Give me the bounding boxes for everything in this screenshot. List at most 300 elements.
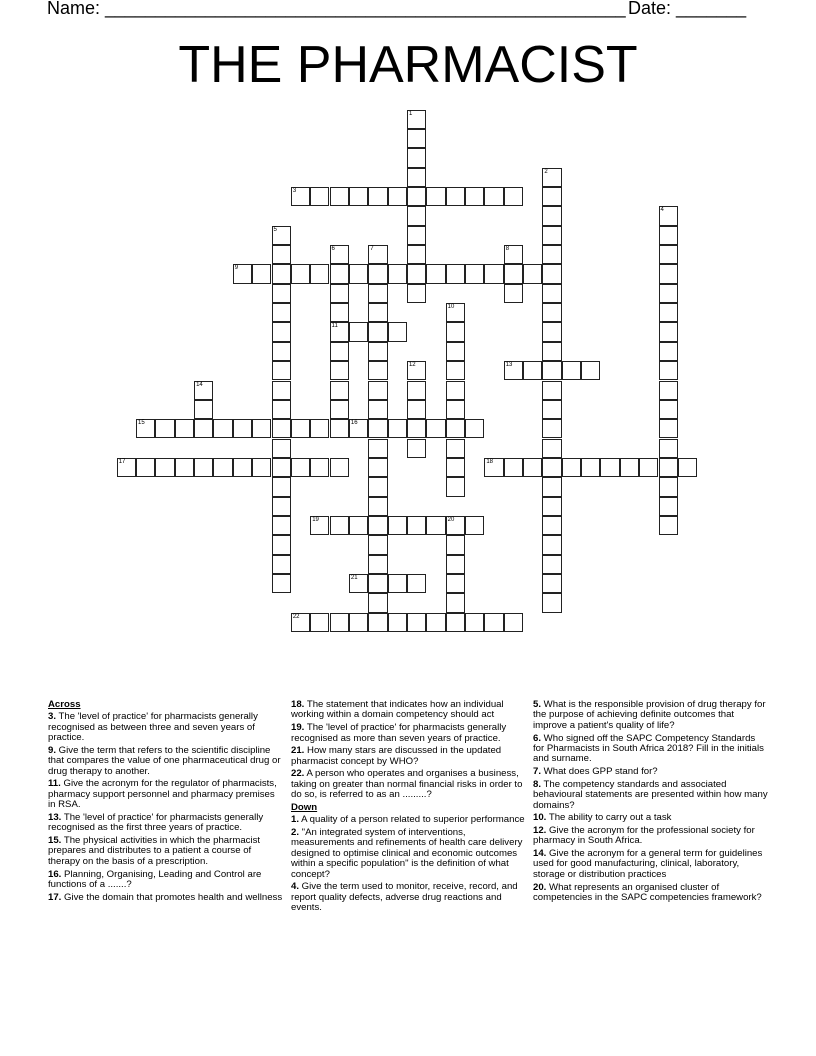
grid-cell[interactable]	[368, 187, 387, 206]
clue-number: 6	[331, 246, 335, 253]
grid-cell[interactable]	[388, 187, 407, 206]
grid-cell[interactable]	[542, 439, 561, 458]
grid-cell[interactable]	[233, 419, 252, 438]
grid-cell[interactable]	[233, 264, 252, 283]
grid-cell[interactable]	[446, 535, 465, 554]
down-heading: Down	[291, 801, 318, 813]
across-clue	[291, 723, 527, 744]
clue-number: 16	[350, 420, 358, 427]
grid-cell[interactable]	[330, 613, 349, 632]
grid-cell[interactable]	[659, 516, 678, 535]
grid-cell[interactable]	[659, 226, 678, 245]
grid-cell[interactable]	[368, 555, 387, 574]
grid-cell[interactable]	[542, 206, 561, 225]
grid-cell[interactable]	[542, 593, 561, 612]
grid-cell[interactable]	[349, 613, 368, 632]
grid-cell[interactable]	[484, 613, 503, 632]
grid-cell[interactable]	[368, 477, 387, 496]
grid-cell[interactable]	[213, 458, 232, 477]
down-clue	[291, 828, 527, 880]
clue-number-label: 11.	[48, 778, 61, 790]
grid-cell[interactable]	[272, 342, 291, 361]
grid-cell[interactable]	[407, 419, 426, 438]
name-blank[interactable]: ____________________________________________________	[105, 0, 626, 18]
grid-cell[interactable]	[504, 245, 523, 264]
clue-number: 12	[408, 362, 416, 369]
grid-cell[interactable]	[291, 419, 310, 438]
grid-cell[interactable]	[678, 458, 697, 477]
down-clue	[533, 767, 769, 777]
grid-cell[interactable]	[426, 264, 445, 283]
grid-cell[interactable]	[407, 168, 426, 187]
grid-cell[interactable]	[446, 477, 465, 496]
down-clue	[533, 700, 769, 731]
grid-cell[interactable]	[272, 245, 291, 264]
clue-text: What does GPP stand for?	[541, 766, 658, 778]
clue-number-label: 21.	[291, 745, 305, 757]
clue-number-label: 10.	[533, 812, 547, 824]
grid-cell[interactable]	[542, 555, 561, 574]
grid-cell[interactable]	[368, 613, 387, 632]
grid-cell[interactable]	[272, 555, 291, 574]
grid-cell[interactable]	[446, 400, 465, 419]
grid-cell[interactable]	[484, 187, 503, 206]
grid-cell[interactable]	[542, 400, 561, 419]
grid-cell[interactable]	[523, 361, 542, 380]
grid-cell[interactable]	[542, 458, 561, 477]
clue-number: 1	[408, 110, 413, 117]
grid-cell[interactable]	[659, 245, 678, 264]
grid-cell[interactable]	[330, 245, 349, 264]
grid-cell[interactable]	[581, 361, 600, 380]
clue-text: How many stars are discussed in the updated pharmacist concept by WHO?	[291, 745, 502, 767]
grid-cell[interactable]	[330, 303, 349, 322]
clues-column-3	[533, 700, 769, 906]
across-heading: Across	[48, 699, 81, 710]
grid-cell[interactable]	[330, 381, 349, 400]
clue-number-label: 7.	[533, 766, 542, 778]
grid-cell[interactable]	[446, 439, 465, 458]
grid-cell[interactable]	[291, 613, 310, 632]
clue-number-label: 16.	[48, 868, 62, 880]
grid-cell[interactable]	[407, 516, 426, 535]
grid-cell[interactable]	[446, 613, 465, 632]
grid-cell[interactable]	[446, 458, 465, 477]
clue-number: 17	[118, 458, 126, 465]
down-clue	[533, 813, 769, 823]
clue-number-label: 17.	[48, 891, 62, 903]
clue-text: Give the term used to monitor, receive, record, and report quality defects, adverse drug reactions and events.	[291, 881, 518, 914]
grid-cell[interactable]	[504, 458, 523, 477]
grid-cell[interactable]	[659, 381, 678, 400]
grid-cell[interactable]	[252, 419, 271, 438]
grid-cell[interactable]	[388, 613, 407, 632]
grid-cell[interactable]	[368, 245, 387, 264]
clue-number-label: 18.	[291, 699, 305, 710]
grid-cell[interactable]	[426, 419, 445, 438]
clue-number: 8	[505, 246, 510, 253]
clue-number-label: 5.	[533, 699, 542, 710]
grid-cell[interactable]	[407, 574, 426, 593]
grid-cell[interactable]	[368, 458, 387, 477]
clue-number-label: 4.	[291, 881, 300, 893]
clue-number-label: 6.	[533, 732, 542, 744]
grid-cell[interactable]	[388, 264, 407, 283]
clue-number-label: 9.	[48, 744, 57, 756]
clue-number: 5	[273, 226, 277, 233]
grid-cell[interactable]	[407, 284, 426, 303]
grid-cell[interactable]	[368, 284, 387, 303]
across-clue	[48, 893, 283, 903]
grid-cell[interactable]	[426, 613, 445, 632]
clue-text: Give the acronym for the professional society for pharmacy in South Africa.	[533, 824, 755, 847]
grid-cell[interactable]	[368, 303, 387, 322]
clue-text: Give the term that refers to the scientific discipline that compares the value of one pharmaceutical drug or drug therapy to another.	[48, 744, 281, 777]
grid-cell[interactable]	[542, 516, 561, 535]
grid-cell[interactable]	[542, 187, 561, 206]
grid-cell[interactable]	[562, 458, 581, 477]
grid-cell[interactable]	[426, 516, 445, 535]
clue-number-label: 1.	[291, 814, 300, 826]
grid-cell[interactable]	[407, 110, 426, 129]
across-clue	[48, 712, 283, 743]
clue-number: 4	[660, 207, 664, 214]
grid-cell[interactable]	[175, 458, 194, 477]
grid-cell[interactable]	[659, 458, 678, 477]
clue-number: 18	[486, 458, 494, 465]
date-blank[interactable]: _______	[676, 0, 747, 18]
grid-cell[interactable]	[388, 419, 407, 438]
grid-cell[interactable]	[407, 381, 426, 400]
down-clue	[291, 882, 527, 913]
grid-cell[interactable]	[233, 458, 252, 477]
clues-column-1	[48, 700, 283, 905]
grid-cell[interactable]	[310, 516, 329, 535]
clue-number-label: 12.	[533, 824, 547, 836]
grid-cell[interactable]	[446, 264, 465, 283]
grid-cell[interactable]	[330, 264, 349, 283]
grid-cell[interactable]	[272, 458, 291, 477]
across-clue	[291, 746, 527, 767]
grid-cell[interactable]	[349, 516, 368, 535]
clue-number-label: 22.	[291, 768, 305, 780]
grid-cell[interactable]	[407, 226, 426, 245]
clue-number: 22	[292, 613, 300, 620]
clue-number: 11	[331, 323, 338, 330]
grid-cell[interactable]	[368, 381, 387, 400]
grid-cell[interactable]	[252, 458, 271, 477]
clue-text: What is the responsible provision of drug therapy for the purpose of achieving definite outcomes that improve a patient's quality of life?	[533, 699, 766, 731]
clue-number: 19	[312, 516, 319, 523]
grid-cell[interactable]	[272, 497, 291, 516]
grid-cell[interactable]	[446, 419, 465, 438]
down-clue	[533, 826, 769, 847]
clue-number: 3	[292, 188, 297, 194]
grid-cell[interactable]	[330, 419, 349, 438]
grid-cell[interactable]	[581, 458, 600, 477]
grid-cell[interactable]	[194, 419, 213, 438]
clue-text: What represents an organised cluster of competencies in the SAPC competencies framework?	[533, 881, 762, 903]
grid-cell[interactable]	[407, 400, 426, 419]
grid-cell[interactable]	[310, 613, 329, 632]
grid-cell[interactable]	[272, 226, 291, 245]
grid-cell[interactable]	[272, 400, 291, 419]
grid-cell[interactable]	[542, 419, 561, 438]
grid-cell[interactable]	[542, 342, 561, 361]
clue-number-label: 15.	[48, 835, 62, 847]
grid-cell[interactable]	[368, 419, 387, 438]
grid-cell[interactable]	[368, 593, 387, 612]
grid-cell[interactable]	[272, 284, 291, 303]
grid-cell[interactable]	[446, 574, 465, 593]
grid-cell[interactable]	[659, 477, 678, 496]
grid-cell[interactable]	[484, 264, 503, 283]
grid-cell[interactable]	[484, 458, 503, 477]
grid-cell[interactable]	[272, 419, 291, 438]
clue-number-label: 2.	[291, 826, 300, 838]
grid-cell[interactable]	[504, 284, 523, 303]
across-clue	[48, 836, 283, 867]
grid-cell[interactable]	[659, 264, 678, 283]
grid-cell[interactable]	[368, 322, 387, 341]
grid-cell[interactable]	[349, 187, 368, 206]
grid-cell[interactable]	[542, 477, 561, 496]
name-label: Name:	[47, 0, 101, 18]
grid-cell[interactable]	[330, 342, 349, 361]
clue-text: The statement that indicates how an individual working within a domain competency should act	[291, 699, 504, 721]
grid-cell[interactable]	[330, 322, 349, 341]
grid-cell[interactable]	[639, 458, 658, 477]
grid-cell[interactable]	[407, 439, 426, 458]
grid-cell[interactable]	[523, 264, 542, 283]
clue-text: Planning, Organising, Leading and Control are functions of a .......?	[48, 868, 262, 890]
grid-cell[interactable]	[659, 206, 678, 225]
grid-cell[interactable]	[446, 322, 465, 341]
grid-cell[interactable]	[659, 400, 678, 419]
grid-cell[interactable]	[542, 381, 561, 400]
grid-cell[interactable]	[272, 535, 291, 554]
grid-cell[interactable]	[504, 187, 523, 206]
across-clue	[48, 870, 283, 891]
grid-cell[interactable]	[659, 497, 678, 516]
clues-column-2	[291, 700, 527, 916]
grid-cell[interactable]	[310, 264, 329, 283]
grid-cell[interactable]	[446, 303, 465, 322]
grid-cell[interactable]	[446, 187, 465, 206]
grid-cell[interactable]	[542, 303, 561, 322]
clue-number-label: 14.	[533, 848, 547, 860]
grid-cell[interactable]	[330, 458, 349, 477]
grid-cell[interactable]	[349, 574, 368, 593]
clue-number: 15	[138, 420, 145, 427]
down-clue	[533, 780, 769, 811]
clue-text: Give the acronym for the regulator of pharmacists, pharmacy support personnel and pharmacy premises in RSA.	[48, 778, 277, 811]
grid-cell[interactable]	[446, 593, 465, 612]
grid-cell[interactable]	[446, 516, 465, 535]
clue-number: 2	[544, 168, 548, 175]
clue-number: 14	[196, 381, 203, 388]
clue-number-label: 3.	[48, 711, 57, 723]
grid-cell[interactable]	[330, 187, 349, 206]
grid-cell[interactable]	[349, 322, 368, 341]
grid-cell[interactable]	[388, 574, 407, 593]
grid-cell[interactable]	[659, 419, 678, 438]
puzzle-title: THE PHARMACIST	[178, 36, 638, 94]
grid-cell[interactable]	[194, 458, 213, 477]
grid-cell[interactable]	[368, 264, 387, 283]
grid-cell[interactable]	[194, 381, 213, 400]
grid-cell[interactable]	[446, 555, 465, 574]
grid-cell[interactable]	[272, 574, 291, 593]
clue-text: A person who operates and organises a business, taking on greater than normal financial risks in order to do so, is referred to as an .........?	[291, 768, 523, 801]
clue-number-label: 13.	[48, 811, 62, 823]
clue-text: The 'level of practice' for pharmacists generally recognised as more than seven years of practice.	[291, 722, 507, 744]
grid-cell[interactable]	[659, 284, 678, 303]
grid-cell[interactable]	[504, 613, 523, 632]
grid-cell[interactable]	[542, 574, 561, 593]
down-clue	[533, 734, 769, 765]
down-clue	[291, 815, 527, 825]
grid-cell[interactable]	[310, 458, 329, 477]
grid-cell[interactable]	[426, 187, 445, 206]
grid-cell[interactable]	[542, 284, 561, 303]
grid-cell[interactable]	[272, 361, 291, 380]
grid-cell[interactable]	[330, 400, 349, 419]
grid-cell[interactable]	[368, 342, 387, 361]
grid-cell[interactable]	[542, 264, 561, 283]
grid-cell[interactable]	[446, 342, 465, 361]
grid-cell[interactable]	[407, 148, 426, 167]
grid-cell[interactable]	[310, 419, 329, 438]
grid-cell[interactable]	[175, 419, 194, 438]
grid-cell[interactable]	[407, 613, 426, 632]
grid-cell[interactable]	[213, 419, 232, 438]
clue-number: 21	[350, 575, 358, 581]
clue-text: The 'level of practice' for pharmacists generally recognised as between three and seven years of practice.	[48, 711, 258, 744]
across-clue	[291, 769, 527, 800]
grid-cell[interactable]	[136, 458, 155, 477]
grid-cell[interactable]	[368, 535, 387, 554]
down-clue	[533, 849, 769, 880]
grid-cell[interactable]	[349, 419, 368, 438]
grid-cell[interactable]	[620, 458, 639, 477]
grid-cell[interactable]	[272, 477, 291, 496]
down-clue	[533, 883, 769, 904]
grid-cell[interactable]	[542, 361, 561, 380]
grid-cell[interactable]	[659, 342, 678, 361]
grid-cell[interactable]	[523, 458, 542, 477]
grid-cell[interactable]	[368, 439, 387, 458]
clue-text: Give the domain that promotes health and wellness	[61, 891, 283, 903]
grid-cell[interactable]	[407, 187, 426, 206]
clue-number-label: 20.	[533, 881, 547, 893]
grid-cell[interactable]	[349, 264, 368, 283]
grid-cell[interactable]	[368, 516, 387, 535]
grid-cell[interactable]	[291, 458, 310, 477]
grid-cell[interactable]	[155, 419, 174, 438]
across-clue	[48, 813, 283, 834]
grid-cell[interactable]	[504, 264, 523, 283]
grid-cell[interactable]	[542, 168, 561, 187]
clue-text: A quality of a person related to superior performance	[299, 814, 525, 826]
clue-number-label: 8.	[533, 778, 542, 790]
grid-cell[interactable]	[330, 361, 349, 380]
grid-cell[interactable]	[388, 322, 407, 341]
grid-cell[interactable]	[117, 458, 136, 477]
grid-cell[interactable]	[155, 458, 174, 477]
grid-cell[interactable]	[659, 361, 678, 380]
grid-cell[interactable]	[407, 361, 426, 380]
grid-cell[interactable]	[272, 516, 291, 535]
grid-cell[interactable]	[368, 400, 387, 419]
grid-cell[interactable]	[330, 516, 349, 535]
clue-number: 13	[505, 362, 513, 369]
grid-cell[interactable]	[542, 245, 561, 264]
grid-cell[interactable]	[446, 361, 465, 380]
grid-cell[interactable]	[407, 264, 426, 283]
grid-cell[interactable]	[368, 574, 387, 593]
grid-cell[interactable]	[136, 419, 155, 438]
grid-cell[interactable]	[272, 381, 291, 400]
grid-cell[interactable]	[600, 458, 619, 477]
grid-cell[interactable]	[194, 400, 213, 419]
clue-number-label: 19.	[291, 722, 305, 734]
clue-text: The physical activities in which the pharmacist prepares and distributes to a patient a course of therapy on the basis of a prescription.	[48, 835, 261, 867]
clue-number: 20	[447, 516, 455, 523]
grid-cell[interactable]	[659, 439, 678, 458]
grid-cell[interactable]	[407, 129, 426, 148]
grid-cell[interactable]	[659, 322, 678, 341]
date-label: Date:	[628, 0, 672, 18]
grid-cell[interactable]	[272, 303, 291, 322]
grid-cell[interactable]	[562, 361, 581, 380]
clue-text: Who signed off the SAPC Competency Standards for Pharmacists in South Africa 2018? Fill in the initials and surname.	[533, 732, 764, 765]
clue-text: Give the acronym for a general term for guidelines used for good manufacturing, clinical, laboratory, storage or distribution practices	[533, 848, 763, 880]
grid-cell[interactable]	[465, 264, 484, 283]
clue-text: The ability to carry out a task	[546, 812, 672, 824]
grid-cell[interactable]	[252, 264, 271, 283]
grid-cell[interactable]	[504, 361, 523, 380]
grid-cell[interactable]	[542, 535, 561, 554]
grid-cell[interactable]	[407, 206, 426, 225]
across-clue	[291, 700, 527, 721]
grid-cell[interactable]	[330, 284, 349, 303]
grid-cell[interactable]	[272, 439, 291, 458]
grid-cell[interactable]	[272, 264, 291, 283]
grid-cell[interactable]	[446, 381, 465, 400]
grid-cell[interactable]	[542, 226, 561, 245]
grid-cell[interactable]	[465, 419, 484, 438]
clue-text: The 'level of practice' for pharmacists generally recognised as the first three years of practice.	[48, 811, 264, 834]
grid-cell[interactable]	[291, 264, 310, 283]
grid-cell[interactable]	[407, 245, 426, 264]
grid-cell[interactable]	[542, 322, 561, 341]
grid-cell[interactable]	[310, 187, 329, 206]
grid-cell[interactable]	[368, 497, 387, 516]
grid-cell[interactable]	[465, 613, 484, 632]
grid-cell[interactable]	[291, 187, 310, 206]
across-clue	[48, 779, 283, 810]
grid-cell[interactable]	[272, 322, 291, 341]
grid-cell[interactable]	[388, 516, 407, 535]
grid-cell[interactable]	[542, 497, 561, 516]
grid-cell[interactable]	[465, 187, 484, 206]
clue-text: "An integrated system of interventions, measurements and refinements of health care delivery designed to optimise clinical and economic outcomes within a specific population" is the definition of what concept?	[291, 826, 523, 880]
grid-cell[interactable]	[465, 516, 484, 535]
grid-cell[interactable]	[659, 303, 678, 322]
across-clue	[48, 746, 283, 777]
grid-cell[interactable]	[368, 361, 387, 380]
